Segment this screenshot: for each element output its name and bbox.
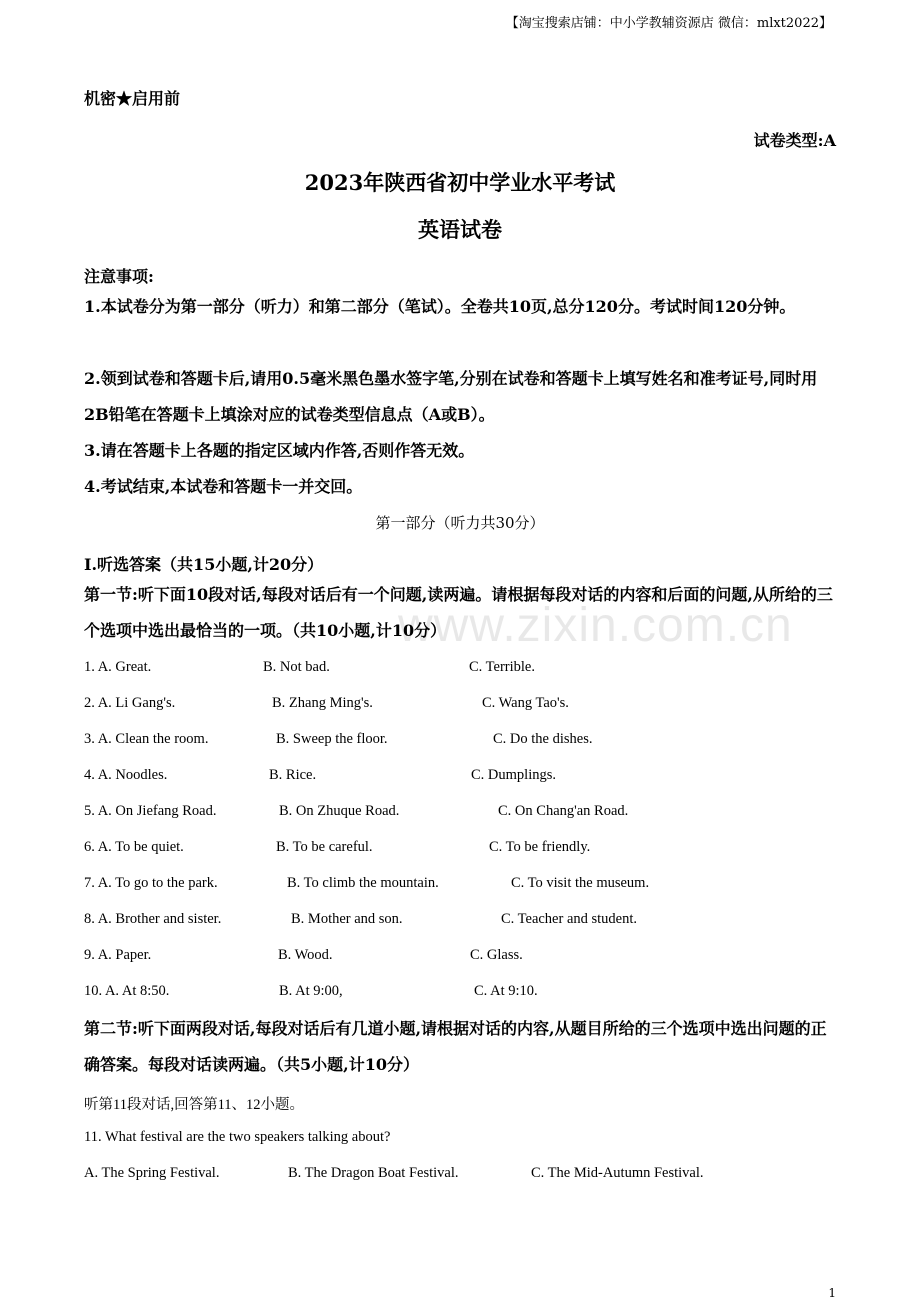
exam-subtitle: 英语试卷 [418,217,502,242]
exam-title: 2023年陕西省初中学业水平考试 [304,170,616,195]
q1-option-a: 1. A. Great. [84,659,152,675]
q9-option-c: C. Glass. [470,947,523,963]
q11-option-a: A. The Spring Festival. [84,1165,220,1181]
q1-option-c: C. Terrible. [469,659,535,675]
q11-question: 11. What festival are the two speakers talking about? [84,1129,391,1145]
section2-instruction: 第二节:听下面两段对话,每段对话后有几道小题,请根据对话的内容,从题目所给的三个选项中选出问题的正确答案。每段对话读两遍。（共5小题,计10分） [84,1019,827,1074]
note-item: 3.请在答题卡上各题的指定区域内作答,否则作答无效。 [84,441,475,460]
q2-option-b: B. Zhang Ming's. [272,695,373,711]
q8-option-c: C. Teacher and student. [501,911,638,927]
q3-option-c: C. Do the dishes. [493,731,593,747]
q7-option-a: 7. A. To go to the park. [84,875,218,891]
q1-option-b: B. Not bad. [263,659,330,675]
q6-option-a: 6. A. To be quiet. [84,839,184,855]
page-number: 1 [828,1286,836,1300]
note-item: 1.本试卷分为第一部分（听力）和第二部分（笔试）。全卷共10页,总分120分。考试时间120分钟。 [84,297,796,316]
q9-option-a: 9. A. Paper. [84,947,152,963]
q4-option-a: 4. A. Noodles. [84,767,168,783]
q11-option-b: B. The Dragon Boat Festival. [288,1165,459,1181]
notes-heading: 注意事项: [84,267,154,286]
listen-note: 听第11段对话,回答第11、12小题。 [84,1097,305,1113]
q6-option-b: B. To be careful. [276,839,373,855]
q7-option-b: B. To climb the mountain. [287,875,439,891]
q10-option-a: 10. A. At 8:50. [84,983,170,999]
secret-label: 机密★启用前 [84,89,181,108]
part1-title: 第一部分（听力共30分） [375,514,545,532]
q5-option-c: C. On Chang'an Road. [498,803,629,819]
q6-option-c: C. To be friendly. [489,839,591,855]
paper-type: 试卷类型:A [753,131,836,150]
q2-option-c: C. Wang Tao's. [482,695,569,711]
q3-option-b: B. Sweep the floor. [276,731,388,747]
q4-option-c: C. Dumplings. [471,767,556,783]
q3-option-a: 3. A. Clean the room. [84,731,209,747]
q9-option-b: B. Wood. [278,947,333,963]
section1-instruction: 第一节:听下面10段对话,每段对话后有一个问题,读两遍。请根据每段对话的内容和后面的问题,从所给的三个选项中选出最恰当的一项。（共10小题,计10分） [84,585,833,640]
section1-heading: I.听选答案（共15小题,计20分） [84,555,324,574]
note-item: 4.考试结束,本试卷和答题卡一并交回。 [84,477,363,496]
q4-option-b: B. Rice. [269,767,317,783]
note-item: 2.领到试卷和答题卡后,请用0.5毫米黑色墨水签字笔,分别在试卷和答题卡上填写姓名和准考证号,同时用2B铅笔在答题卡上填涂对应的试卷类型信息点（A或B）。 [84,369,818,424]
q5-option-a: 5. A. On Jiefang Road. [84,803,217,819]
q8-option-b: B. Mother and son. [291,911,403,927]
q7-option-c: C. To visit the museum. [511,875,650,891]
q10-option-c: C. At 9:10. [474,983,538,999]
watermark: www.zixin.com.cn [398,599,793,652]
q8-option-a: 8. A. Brother and sister. [84,911,222,927]
header-note: 【淘宝搜索店铺：中小学教辅资源店 微信：mlxt2022】 [505,16,832,31]
q2-option-a: 2. A. Li Gang's. [84,695,176,711]
q11-option-c: C. The Mid-Autumn Festival. [531,1165,704,1181]
q5-option-b: B. On Zhuque Road. [279,803,400,819]
q10-option-b: B. At 9:00, [279,983,343,999]
